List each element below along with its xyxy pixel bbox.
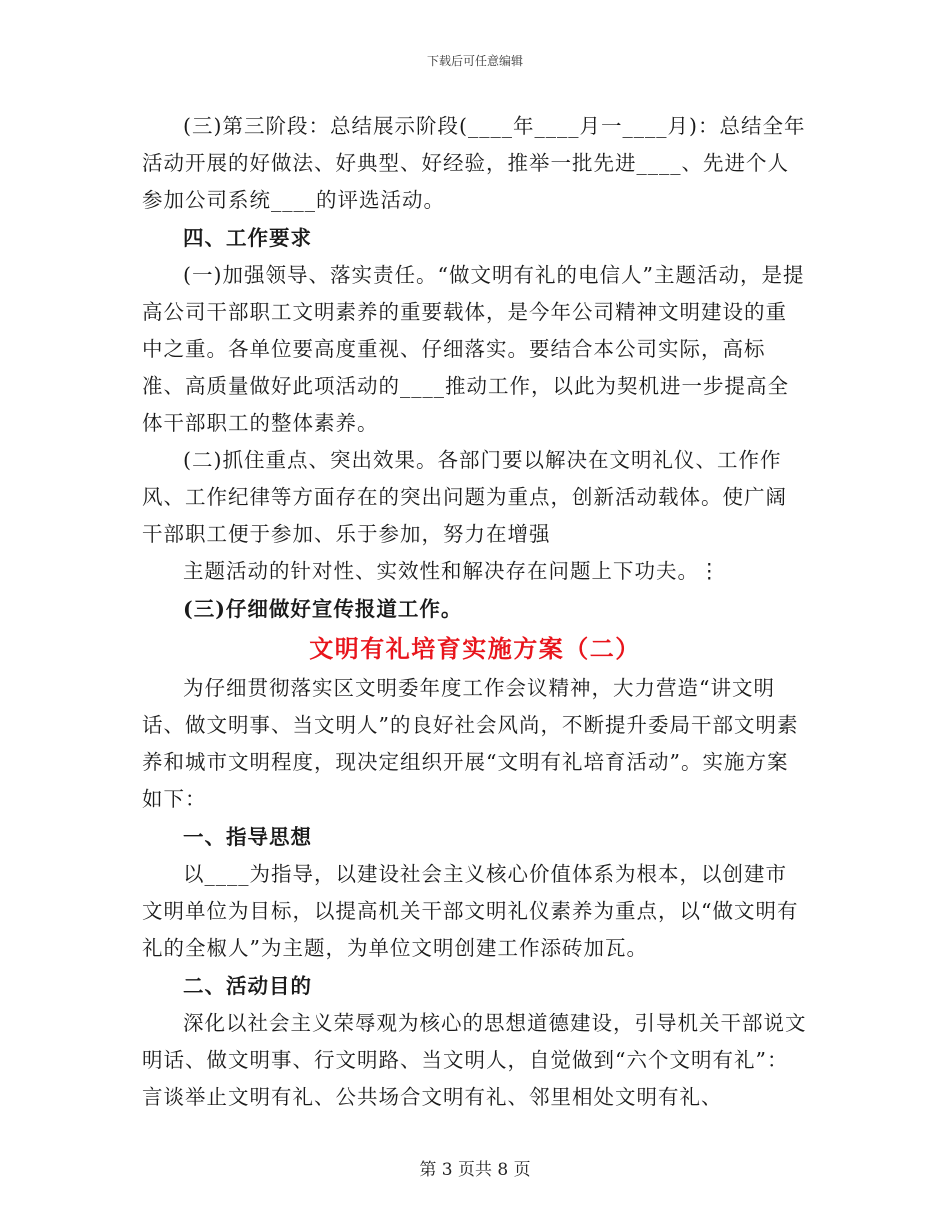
document-body (142, 108, 808, 1116)
document-title: 文明有礼培育实施方案（二） (309, 634, 641, 663)
header-note: 下载后可任意编辑 (426, 54, 523, 68)
paragraph-stage-three: (三)第三阶段：总结展示阶段(____年____月一____月)：总结全年活动开展的好做法、好典型、好经验，推举一批先进____、先进个人参加公司系统____的评选活动。 (142, 114, 806, 212)
paragraph-activity-purpose: 深化以社会主义荣辱观为核心的思想道德建设，引导机关干部说文明话、做文明事、行文明路、当文明人，自觉做到“六个文明有礼”：言谈举止文明有礼、公共场合文明有礼、邻里相处文明有礼、 (142, 1011, 807, 1109)
section-heading-work-requirements: 四、工作要求 (183, 226, 312, 250)
paragraph-intro: 为仔细贯彻落实区文明委年度工作会议精神，大力营造“讲文明话、做文明事、当文明人”的良好社会风尚，不断提升委局干部文明素养和城市文明程度，现决定组织开展“文明有礼培育活动”。实施方案如下： (142, 676, 799, 811)
subheading-publicity: (三)仔细做好宣传报道工作。 (183, 597, 463, 621)
paragraph-key-points-continued: 主题活动的针对性、实效性和解决存在问题上下功夫。⋮ (183, 559, 721, 583)
section-heading-guiding-ideology: 一、指导思想 (183, 825, 312, 849)
paragraph-guiding-ideology: 以____为指导，以建设社会主义核心价值体系为根本，以创建市文明单位为目标，以提高机关干部文明礼仪素养为重点，以“做文明有礼的全椒人”为主题，为单位文明创建工作添砖加瓦。 (142, 862, 799, 960)
paragraph-leadership: (一)加强领导、落实责任。“做文明有礼的电信人”主题活动，是提高公司干部职工文明素养的重要载体，是今年公司精神文明建设的重中之重。各单位要高度重视、仔细落实。要结合本公司实际，高标准、高质量做好此项活动的____推动工作，以此为契机进一步提高全体干部职工的整体素养。 (142, 263, 805, 435)
paragraph-key-points: (二)抓住重点、突出效果。各部门要以解决在文明礼仪、工作作风、工作纪律等方面存在的突出问题为重点，创新活动载体。使广阔干部职工便于参加、乐于参加，努力在增强 (142, 448, 787, 546)
page-number: 第 3 页共 8 页 (419, 1160, 531, 1180)
section-heading-activity-purpose: 二、活动目的 (183, 974, 312, 998)
